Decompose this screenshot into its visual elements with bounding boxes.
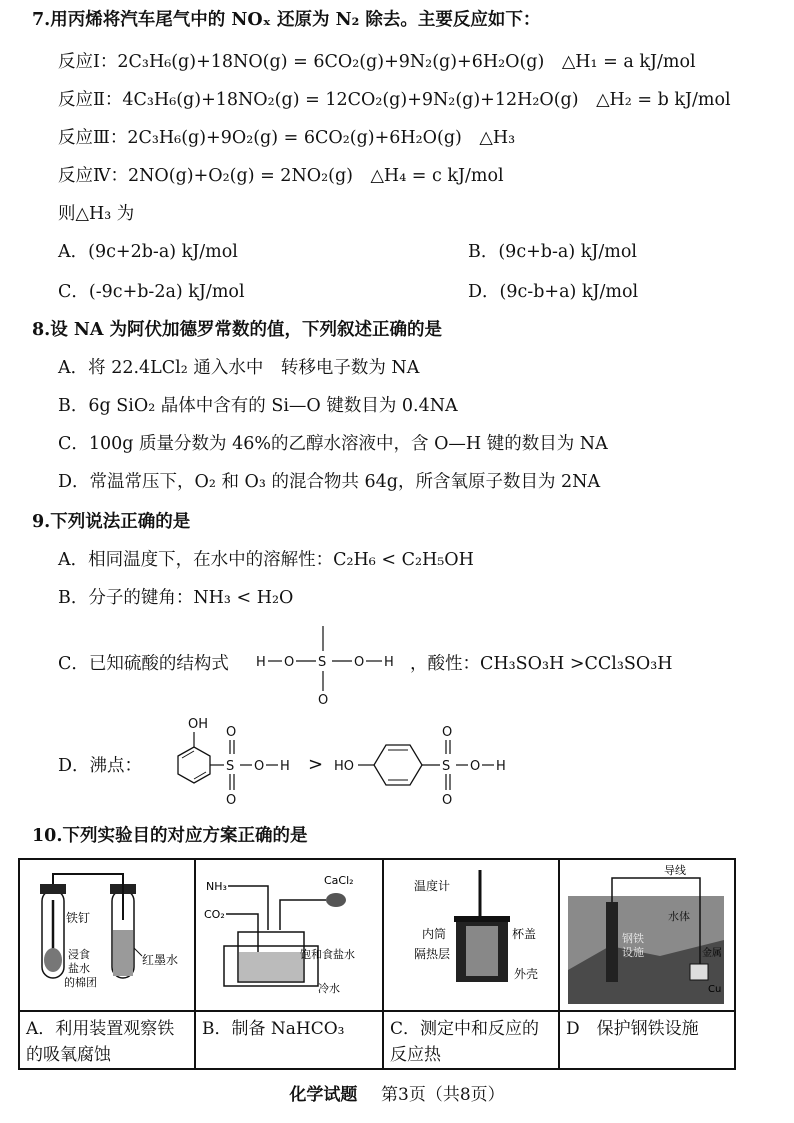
page-footer: [0, 1080, 794, 1105]
label-inner-cup: 内筒: [422, 927, 447, 941]
oh-group-ortho: OH: [188, 717, 209, 732]
q7-reaction-4: 反应Ⅳ：2NO(g)+O₂(g) = 2NO₂(g) △H₄ = c kJ/mol: [58, 166, 504, 186]
q7-option-a: A．(9c+2b-a) kJ/mol: [58, 242, 238, 262]
experiment-table: [18, 858, 736, 1070]
atom-o-bottom-ortho: O: [226, 793, 237, 808]
benzene-ring-para: [374, 745, 422, 785]
q9-title: 9.下列说法正确的是: [32, 512, 191, 532]
q8-option-a: A．将 22.4LCl₂ 通入水中 转移电子数为 NA: [58, 358, 420, 378]
q7-reaction-3: 反应Ⅲ：2C₃H₆(g)+9O₂(g) = 6CO₂(g)+6H₂O(g) △H₃: [58, 128, 516, 148]
atom-o-left: O: [284, 655, 295, 670]
label-red-ink: 红墨水: [142, 953, 179, 967]
figure-c-cell: [384, 860, 560, 1010]
q10-option-b: B．制备 NaHCO₃: [196, 1010, 384, 1070]
label-saltwater: 盐水: [68, 962, 90, 975]
label-cu: Cu: [708, 984, 722, 995]
q7-reaction-1: 反应Ⅰ：2C₃H₆(g)+18NO(g) = 6CO₂(g)+9N₂(g)+6H₂O(g) △H₁ = a kJ/mol: [58, 52, 696, 72]
label-insulation: 隔热层: [414, 947, 451, 961]
atom-o-top-ortho: O: [226, 725, 237, 740]
q10-option-c: C．测定中和反应的反应热: [384, 1010, 560, 1070]
label-cotton: 的棉团: [64, 976, 97, 989]
q9-option-c-prefix: C．已知硫酸的结构式: [58, 654, 229, 674]
label-soaked: 浸食: [68, 948, 90, 961]
label-brine: 饱和食盐水: [300, 948, 355, 961]
figure-b-cell: [196, 860, 384, 1010]
atom-h-ortho: H: [280, 759, 290, 774]
atom-s-para: S: [442, 759, 451, 774]
q8-option-c: C．100g 质量分数为 46%的乙醇水溶液中，含 O—H 键的数目为 NA: [58, 434, 608, 454]
atom-s-ortho: S: [226, 759, 235, 774]
q9-option-a: A．相同温度下，在水中的溶解性：C₂H₆ < C₂H₅OH: [58, 550, 474, 570]
q7-option-b: B．(9c+b-a) kJ/mol: [468, 242, 637, 262]
q9-option-c-suffix: ，酸性：CH₃SO₃H >CCl₃SO₃H: [410, 654, 673, 674]
nahco3-preparation-apparatus: [196, 860, 382, 1008]
q10-title: 10.下列实验目的对应方案正确的是: [32, 826, 308, 846]
atom-o-para: O: [470, 759, 481, 774]
footer-subject: 化学试题: [289, 1085, 358, 1105]
label-cold-water: 冷水: [318, 982, 340, 995]
label-iron-nail: 铁钉: [66, 911, 91, 925]
greater-than-sign: >: [308, 754, 324, 775]
atom-s: S: [318, 655, 327, 670]
atom-h-para: H: [496, 759, 506, 774]
q10-option-d: D 保护钢铁设施: [560, 1010, 734, 1070]
q7-ask: 则△H₃ 为: [58, 204, 135, 224]
q8-option-b: B．6g SiO₂ 晶体中含有的 Si—O 键数目为 0.4NA: [58, 396, 458, 416]
atom-o-bottom: O: [318, 693, 329, 708]
label-co2: CO₂: [204, 908, 225, 921]
label-nh3: NH₃: [206, 880, 227, 893]
calorimeter-apparatus: [384, 860, 558, 1008]
label-outer-shell: 外壳: [514, 967, 539, 981]
q10-option-a: A．利用装置观察铁的吸氧腐蚀: [20, 1010, 196, 1070]
footer-page: 第3页（共8页）: [381, 1085, 505, 1105]
q7-reaction-2: 反应Ⅱ：4C₃H₆(g)+18NO₂(g) = 12CO₂(g)+9N₂(g)+12H₂O(g) △H₂ = b kJ/mol: [58, 90, 731, 110]
label-wire: 导线: [664, 864, 686, 877]
q9-option-b: B．分子的键角：NH₃ < H₂O: [58, 588, 294, 608]
q7-option-c: C．(-9c+b-2a) kJ/mol: [58, 282, 245, 302]
sulfuric-acid-structure: [254, 616, 414, 708]
atom-h-left: H: [256, 655, 266, 670]
q8-title: 8.设 NA 为阿伏加德罗常数的值，下列叙述正确的是: [32, 320, 443, 340]
oxygen-corrosion-apparatus: [20, 860, 194, 1008]
atom-o-bottom-para: O: [442, 793, 453, 808]
label-cacl2: CaCl₂: [324, 874, 354, 887]
q9-option-d-prefix: D．沸点：: [58, 756, 143, 776]
atom-o-top-para: O: [442, 725, 453, 740]
benzene-ring-ortho: [178, 747, 210, 783]
label-steel: 钢铁: [622, 932, 644, 945]
q7-title: 7.用丙烯将汽车尾气中的 NOₓ 还原为 N₂ 除去。主要反应如下：: [32, 10, 541, 30]
atom-o-right: O: [354, 655, 365, 670]
q7-option-d: D．(9c-b+a) kJ/mol: [468, 282, 639, 302]
figure-a-cell: [20, 860, 196, 1010]
label-facility: 设施: [622, 946, 644, 959]
label-thermometer: 温度计: [414, 879, 451, 893]
figure-d-cell: [560, 860, 734, 1010]
atom-h-right: H: [384, 655, 394, 670]
steel-protection-apparatus: [560, 860, 732, 1008]
q8-option-d: D．常温常压下，O₂ 和 O₃ 的混合物共 64g，所含氧原子数目为 2NA: [58, 472, 601, 492]
label-metal: 金属: [702, 948, 722, 959]
hydroxybenzenesulfonic-acids-comparison: [148, 712, 548, 818]
ho-group-para: HO: [334, 759, 355, 774]
label-water-body: 水体: [668, 910, 690, 923]
atom-o-ortho: O: [254, 759, 265, 774]
label-lid: 杯盖: [512, 927, 537, 941]
